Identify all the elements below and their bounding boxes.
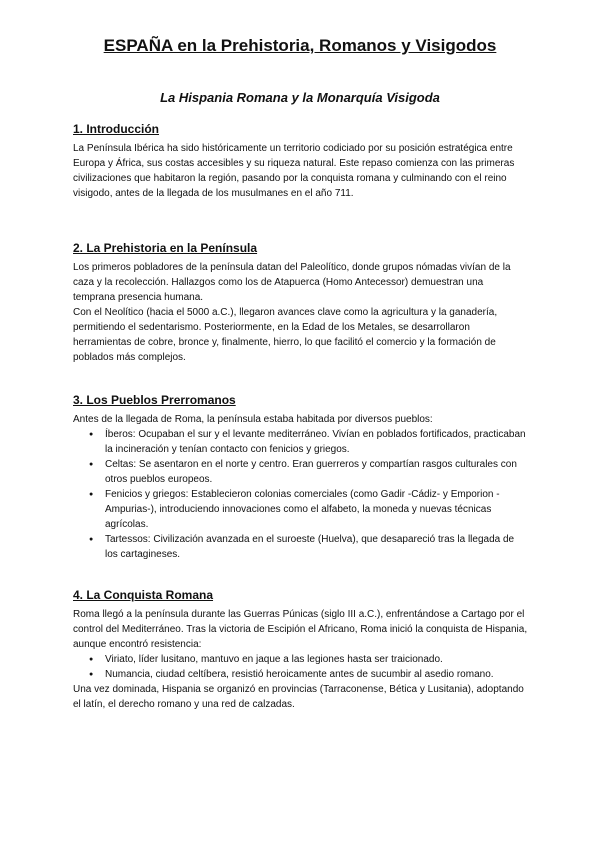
bullet-list [73,427,528,562]
section-heading: 3. Los Pueblos Prerromanos [73,393,236,407]
list-item: ● Numancia, ciudad celtíbera, resistió heroicamente antes de sucumbir al asedio romano. [105,667,528,682]
section-heading: 1. Introducción [73,122,160,136]
section-paragraph: Con el Neolítico (hacia el 5000 a.C.), llegaron avances clave como la agricultura y la ganadería, permitiendo el sedentarismo. Posteriormente, en la Edad de los Metales, se desarrollaron herramientas de cobre, bronce y, finalmente, hierro, lo que facilitó el comercio y la formación de poblados más complejos. [73,307,498,363]
document-title: ESPAÑA en la Prehistoria, Romanos y Visigodos [103,36,497,55]
section-heading: 4. La Conquista Romana [73,588,214,602]
section-pueblos-prerromanos [73,393,528,562]
list-item: ● Viriato, líder lusitano, mantuvo en jaque a las legiones hasta ser traicionado. [105,652,528,667]
section-paragraph: Antes de la llegada de Roma, la península estaba habitada por diversos pueblos: [73,414,433,425]
section-prehistoria [73,241,528,365]
list-item: ● Tartessos: Civilización avanzada en el suroeste (Huelva), que desapareció tras la llegada de los cartagineses. [105,532,528,562]
section-heading: 2. La Prehistoria en la Península [73,241,258,255]
section-paragraph: Roma llegó a la península durante las Guerras Púnicas (siglo III a.C.), enfrentándose a Cartago por el control del Mediterráneo. Tras la victoria de Escipión el Africano, Roma inició la conquista de Hispania, aunque encontró resistencia: [73,609,528,650]
document-subtitle: La Hispania Romana y la Monarquía Visigoda [160,90,440,105]
list-item: ● Celtas: Se asentaron en el norte y centro. Eran guerreros y compartían rasgos culturales con otros pueblos europeos. [105,457,528,487]
section-paragraph: La Península Ibérica ha sido históricamente un territorio codiciado por su posición estratégica entre Europa y África, sus costas accesibles y su riqueza natural. Este repaso comienza con las primeras civilizaciones que habitaron la región, pasando por la conquista romana y culminando con el reino visigodo, antes de la llegada de los musulmanes en el año 711. [73,143,515,199]
section-conquista-romana [73,588,528,712]
list-item: ● Íberos: Ocupaban el sur y el levante mediterráneo. Vivían en poblados fortificados, practicaban la incineración y tenían contacto con fenicios y griegos. [105,427,528,457]
section-introduccion [73,122,528,201]
bullet-list [73,652,528,682]
section-paragraph: Una vez dominada, Hispania se organizó en provincias (Tarraconense, Bética y Lusitania), adoptando el latín, el derecho romano y una red de calzadas. [73,684,524,710]
list-item: ● Fenicios y griegos: Establecieron colonias comerciales (como Gadir -Cádiz- y Emporion -Ampurias-), introduciendo innovaciones como el alfabeto, la moneda y nuevas técnicas agrícolas. [105,487,528,532]
section-paragraph: Los primeros pobladores de la península datan del Paleolítico, donde grupos nómadas vivían de la caza y la recolección. Hallazgos como los de Atapuerca (Homo Antecessor) demuestran una temprana presencia humana. [73,262,511,303]
